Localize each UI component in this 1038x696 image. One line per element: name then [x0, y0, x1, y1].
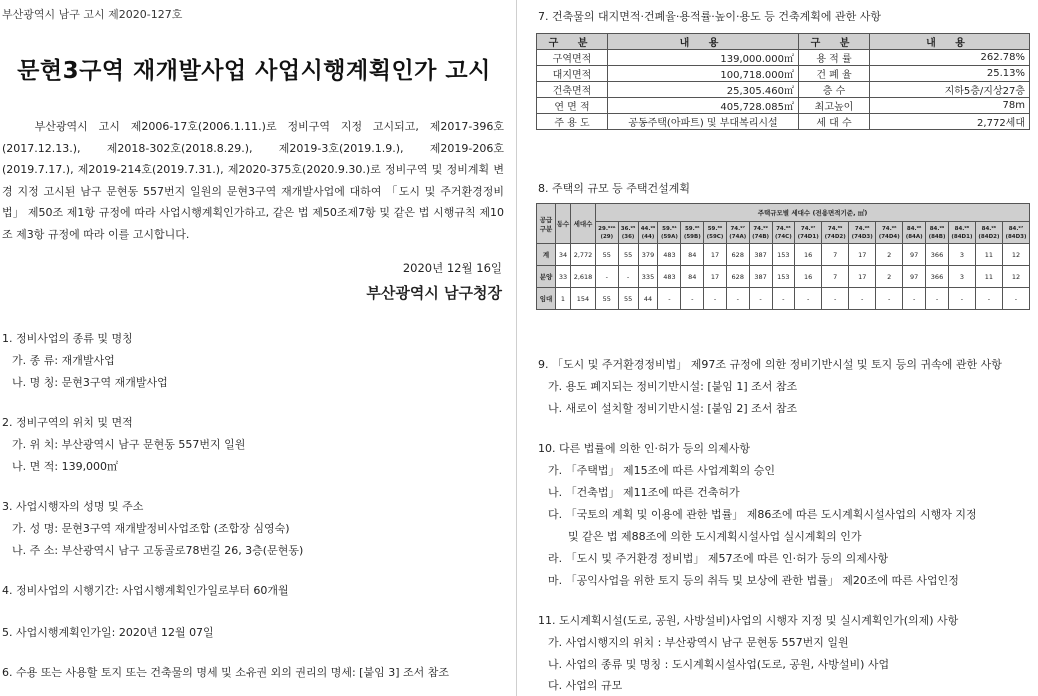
- table-cell: 25.13%: [870, 66, 1030, 82]
- table-header-row: [537, 34, 1030, 50]
- section-1-item-a: 가. 종 류: 재개발사업: [12, 354, 115, 367]
- table-cell: 세 대 수: [799, 114, 870, 130]
- table-cell: 2,772세대: [870, 114, 1030, 130]
- table-cell: -: [704, 288, 727, 310]
- table-row: [537, 98, 1030, 114]
- table-cell: 628: [726, 266, 749, 288]
- table-cell: 7: [822, 266, 849, 288]
- section-7-heading: 7. 건축물의 대지면적·건폐율·용적률·높이·용도 등 건축계획에 관한 사항: [538, 10, 881, 23]
- table-header-cell: 내 용: [870, 34, 1030, 50]
- table-header-cell: 구 분: [799, 34, 870, 50]
- table-cell: 262.78%: [870, 50, 1030, 66]
- table-cell: 12: [1002, 266, 1029, 288]
- table-cell: 34: [556, 244, 571, 266]
- section-10-item-a: 가. 「주택법」 제15조에 따른 사업계획의 승인: [548, 464, 775, 477]
- section-1-item-b: 나. 명 칭: 문현3구역 재개발사업: [12, 376, 168, 389]
- table-cell: 97: [903, 266, 926, 288]
- table-cell: 건축면적: [537, 82, 608, 98]
- section-10-item-e: 마. 「공익사업을 위한 토지 등의 취득 및 보상에 관한 법률」 제20조에 따른 사업인정: [548, 574, 959, 587]
- table-cell: 연 면 적: [537, 98, 608, 114]
- table-cell: -: [926, 288, 949, 310]
- table-header-cell: 74.⁹⁷ (74A): [726, 222, 749, 244]
- table-cell: 17: [849, 266, 876, 288]
- table-cell: 최고높이: [799, 98, 870, 114]
- table-cell: 11: [975, 244, 1002, 266]
- table-cell: 483: [658, 244, 681, 266]
- section-2-heading: 2. 정비구역의 위치 및 면적: [2, 416, 133, 429]
- table-cell: 483: [658, 266, 681, 288]
- table-header-cell: 59.⁹⁶ (59B): [681, 222, 704, 244]
- table-header-cell: 74.⁹⁸ (74D3): [849, 222, 876, 244]
- table-cell: 55: [596, 288, 619, 310]
- table-row: [537, 82, 1030, 98]
- housing-plan-table: [536, 203, 1030, 310]
- table-cell: -: [876, 288, 903, 310]
- table-cell: 1: [556, 288, 571, 310]
- table-cell: -: [772, 288, 795, 310]
- table-cell: 44: [638, 288, 658, 310]
- table-cell: 17: [849, 244, 876, 266]
- table-header-cell: 36.⁹⁵ (36): [618, 222, 638, 244]
- section-10-item-c-cont: 및 같은 법 제88조에 의한 도시계획시설사업 실시계획의 인가: [568, 530, 862, 543]
- table-row: [537, 114, 1030, 130]
- table-cell: 지하5층/지상27층: [870, 82, 1030, 98]
- table-cell: 153: [772, 266, 795, 288]
- section-1-heading: 1. 정비사업의 종류 및 명칭: [2, 332, 133, 345]
- table-row: [537, 288, 1030, 310]
- table-cell: -: [596, 266, 619, 288]
- building-plan-table: [536, 33, 1030, 130]
- table-cell: 대지면적: [537, 66, 608, 82]
- table-cell: 17: [704, 266, 727, 288]
- table-cell: 3: [948, 266, 975, 288]
- section-11-heading: 11. 도시계획시설(도로, 공원, 사방설비)사업의 시행자 지정 및 실시계획인가(의제) 사항: [538, 614, 959, 627]
- table-cell: 16: [795, 266, 822, 288]
- table-header-cell: 동수: [556, 204, 571, 244]
- section-5-heading: 5. 사업시행계획인가일: 2020년 12월 07일: [2, 626, 214, 639]
- table-cell: -: [903, 288, 926, 310]
- table-cell: 100,718.000㎡: [608, 66, 799, 82]
- table-header-cell: 내 용: [608, 34, 799, 50]
- table-header-cell: 구 분: [537, 34, 608, 50]
- notice-date: 2020년 12월 16일: [402, 261, 502, 275]
- table-cell: 55: [618, 244, 638, 266]
- table-row: [537, 244, 1030, 266]
- table-cell: 7: [822, 244, 849, 266]
- table-cell: 구역면적: [537, 50, 608, 66]
- table-cell: 405,728.085㎡: [608, 98, 799, 114]
- table-cell: 17: [704, 244, 727, 266]
- table-cell: 공동주택(아파트) 및 부대복리시설: [608, 114, 799, 130]
- table-cell: 층 수: [799, 82, 870, 98]
- section-9-item-a: 가. 용도 폐지되는 정비기반시설: [붙임 1] 조서 참조: [548, 380, 798, 393]
- table-cell: 건 폐 율: [799, 66, 870, 82]
- table-header-cell: 74.⁹⁸ (74C): [772, 222, 795, 244]
- table-header-cell: 세대수: [571, 204, 596, 244]
- table-row: [537, 266, 1030, 288]
- section-10-item-d: 라. 「도시 및 주거환경 정비법」 제57조에 따른 인·허가 등의 의제사항: [548, 552, 889, 565]
- section-8-heading: 8. 주택의 규모 등 주택건설계획: [538, 182, 690, 195]
- table-header-cell: 74.⁹⁷ (74D1): [795, 222, 822, 244]
- table-cell: 12: [1002, 244, 1029, 266]
- notice-number: 부산광역시 남구 고시 제2020-127호: [2, 8, 183, 21]
- table-cell: -: [726, 288, 749, 310]
- table-header-row: [537, 204, 1030, 222]
- table-cell: -: [749, 288, 772, 310]
- table-cell: 387: [749, 244, 772, 266]
- table-cell: 154: [571, 288, 596, 310]
- table-header-cell: 74.⁹⁶ (74D4): [876, 222, 903, 244]
- section-10-item-c: 다. 「국토의 계획 및 이용에 관한 법률」 제86조에 따른 도시계획시설사업의 시행자 지정: [548, 508, 977, 521]
- table-row: [537, 66, 1030, 82]
- table-header-cell: 44.⁹⁹ (44): [638, 222, 658, 244]
- table-cell: 3: [948, 244, 975, 266]
- table-cell: 2,772: [571, 244, 596, 266]
- table-cell: 2,618: [571, 266, 596, 288]
- table-cell: 335: [638, 266, 658, 288]
- table-cell: 계: [537, 244, 556, 266]
- table-cell: -: [948, 288, 975, 310]
- table-header-cell: 59.⁸⁰ (59C): [704, 222, 727, 244]
- table-cell: 55: [618, 288, 638, 310]
- section-11-item-c: 다. 사업의 규모: [548, 679, 623, 692]
- table-cell: -: [849, 288, 876, 310]
- table-cell: 139,000.000㎡: [608, 50, 799, 66]
- table-cell: 11: [975, 266, 1002, 288]
- table-header-cell: 74.⁸⁹ (74D2): [822, 222, 849, 244]
- table-header-cell: 주택규모별 세대수 (전용면적기준, ㎡): [596, 204, 1030, 222]
- table-cell: 주 용 도: [537, 114, 608, 130]
- left-column: [0, 0, 508, 696]
- section-3-item-b: 나. 주 소: 부산광역시 남구 고동골로78번길 26, 3층(문현동): [12, 544, 304, 557]
- table-header-cell: 84.⁹⁶ (84D2): [975, 222, 1002, 244]
- section-3-heading: 3. 사업시행자의 성명 및 주소: [2, 500, 144, 513]
- table-header-cell: 84.⁹⁶ (84A): [903, 222, 926, 244]
- table-cell: -: [1002, 288, 1029, 310]
- column-divider: [516, 0, 517, 696]
- table-cell: 분양: [537, 266, 556, 288]
- section-2-item-b: 나. 면 적: 139,000㎡: [12, 460, 119, 473]
- table-cell: -: [795, 288, 822, 310]
- table-cell: 25,305.460㎡: [608, 82, 799, 98]
- section-10-item-b: 나. 「건축법」 제11조에 따른 건축허가: [548, 486, 740, 499]
- page-title: 문현3구역 재개발사업 사업시행계획인가 고시: [17, 58, 491, 84]
- table-header-cell: 84.⁹⁹ (84B): [926, 222, 949, 244]
- table-header-cell: 공급구분: [537, 204, 556, 244]
- table-header-cell: 74.⁹⁹ (74B): [749, 222, 772, 244]
- table-cell: 366: [926, 266, 949, 288]
- table-cell: -: [681, 288, 704, 310]
- notice-body-text: 부산광역시 고시 제2006-17호(2006.1.11.)로 정비구역 지정 고시되고, 제2017-396호(2017.12.13.), 제2018-302호(2018.8.29.), 제2019-3호(2019.1.9.), 제2019-206호(2019.7.17.), 제2019-214호(2019.7.31.), 제2020-375호(2020.9.30.)로 정비구역 및 정비계획 변경 지정 고시된 남구 문현동 557번지 일원의 문현3구역 재개발사업에 대하여 「도시 및 주거환경정비법」 제50조 제1항 규정에 따라 사업시행계획인가하고, 같은 법 제50조제7항 및 같은 법 시행규칙 제10조 제3항 규정에 따라 이를 고시합니다.: [2, 120, 504, 241]
- table-header-row: [537, 222, 1030, 244]
- section-9-item-b: 나. 새로이 설치할 정비기반시설: [붙임 2] 조서 참조: [548, 402, 798, 415]
- table-header-cell: 84.⁹⁸ (84D1): [948, 222, 975, 244]
- table-cell: 84: [681, 244, 704, 266]
- table-cell: 33: [556, 266, 571, 288]
- table-cell: 97: [903, 244, 926, 266]
- table-cell: 2: [876, 244, 903, 266]
- section-10-heading: 10. 다른 법률에 의한 인·허가 등의 의제사항: [538, 442, 750, 455]
- table-header-cell: 59.⁸⁴ (59A): [658, 222, 681, 244]
- table-cell: -: [658, 288, 681, 310]
- table-header-cell: 84.⁹⁷ (84D3): [1002, 222, 1029, 244]
- section-9-heading: 9. 「도시 및 주거환경정비법」 제97조 규정에 의한 정비기반시설 및 토지 등의 귀속에 관한 사항: [538, 358, 1002, 371]
- table-cell: -: [822, 288, 849, 310]
- table-cell: -: [618, 266, 638, 288]
- notice-body: [2, 116, 504, 245]
- section-11-item-a: 가. 사업시행지의 위치 : 부산광역시 남구 문현동 557번지 일원: [548, 636, 849, 649]
- table-cell: 2: [876, 266, 903, 288]
- table-cell: 387: [749, 266, 772, 288]
- table-row: [537, 50, 1030, 66]
- section-3-item-a: 가. 성 명: 문현3구역 재개발정비사업조합 (조합장 심영숙): [12, 522, 290, 535]
- issuing-organization: 부산광역시 남구청장: [366, 284, 502, 302]
- section-11-item-b: 나. 사업의 종류 및 명칭 : 도시계획시설사업(도로, 공원, 사방설비) 사업: [548, 658, 890, 671]
- section-6-heading: 6. 수용 또는 사용할 토지 또는 건축물의 명세 및 소유권 외의 권리의 명세: [붙임 3] 조서 참조: [2, 666, 450, 679]
- table-cell: 임대: [537, 288, 556, 310]
- table-cell: 84: [681, 266, 704, 288]
- table-cell: 628: [726, 244, 749, 266]
- section-2-item-a: 가. 위 치: 부산광역시 남구 문현동 557번지 일원: [12, 438, 246, 451]
- table-header-cell: 29.⁹²ᴬ (29): [596, 222, 619, 244]
- table-cell: 379: [638, 244, 658, 266]
- table-cell: 153: [772, 244, 795, 266]
- table-cell: 366: [926, 244, 949, 266]
- table-cell: 16: [795, 244, 822, 266]
- table-cell: 78m: [870, 98, 1030, 114]
- table-cell: -: [975, 288, 1002, 310]
- table-cell: 용 적 률: [799, 50, 870, 66]
- section-4-heading: 4. 정비사업의 시행기간: 사업시행계획인가일로부터 60개월: [2, 584, 289, 597]
- table-cell: 55: [596, 244, 619, 266]
